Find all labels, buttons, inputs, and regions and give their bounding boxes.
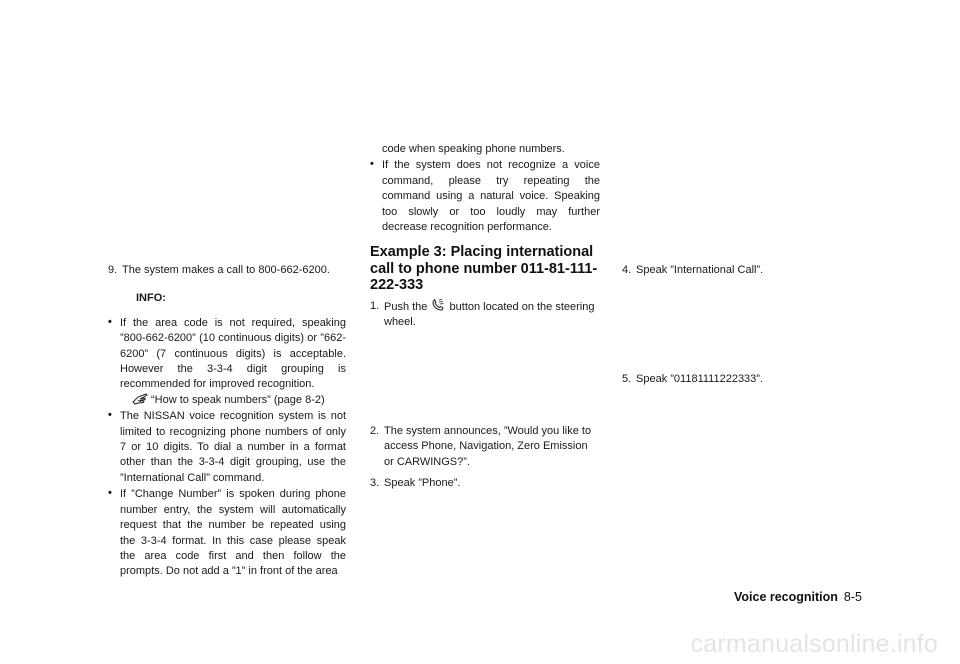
step-text: Speak ”International Call”. (636, 264, 764, 276)
step-2 (370, 424, 600, 470)
column-2 (370, 142, 600, 491)
info-label: INFO: (136, 292, 166, 305)
step-number: 4. (622, 264, 632, 276)
bullet-text: If ”Change Number” is spoken during phone number entry, the system will automatically request that the number be repeated using the 3-3-4 format. In this case please speak the area code first and then follow the prompts. Do not add a ”1” in front of the area (120, 488, 346, 578)
step-9 (108, 263, 346, 278)
bullet-text: The NISSAN voice recognition system is not limited to recognizing phone numbers of only 7 or 10 digits. To dial a number in a format other than the 3-3-4 digit grouping, use the ”International Call” command. (120, 410, 346, 484)
step-3 (370, 476, 600, 491)
cross-reference-link[interactable]: “How to speak numbers” (page 8-2) (151, 393, 325, 406)
step-text: The system announces, ”Would you like to access Phone, Navigation, Zero Emission or CARWINGS?”. (384, 424, 592, 468)
reference-hand-icon (132, 393, 149, 405)
example-3-heading: Example 3: Placing international call to phone number 011-81-111-222-333 (370, 244, 598, 294)
continued-text: code when speaking phone numbers. (382, 143, 565, 155)
step-5 (622, 372, 852, 387)
bullet-text: If the system does not recognize a voice command, please try repeating the command using a natural voice. Speaking too slowly or too loudly may further decrease recognition performance. (382, 159, 600, 234)
bullet-not-limited (108, 409, 346, 486)
step-number: 5. (622, 373, 632, 386)
bullet-mark: • (108, 409, 112, 422)
bullet-mark: • (108, 487, 112, 500)
bullet-text: If the area code is not required, speaking ”800-662-6200” (10 continuous digits) or ”662-6200” (7 continuous digits) is acceptable. However the 3-3-4 digit grouping is recommended for improved recognition. (120, 316, 346, 391)
step-1 (370, 299, 600, 331)
step-number: 9. (108, 264, 118, 276)
bullet-mark: • (108, 315, 112, 328)
site-watermark: carmanualsonline.info (690, 630, 938, 658)
step-number: 1. (370, 299, 380, 312)
step-text-pre: Push the (384, 300, 428, 313)
section-name: Voice recognition (733, 590, 838, 604)
column-3 (622, 263, 852, 388)
column-1 (108, 263, 346, 580)
step-number: 3. (370, 476, 380, 489)
bullet-change-number (108, 487, 346, 579)
page-footer (734, 590, 862, 605)
step-text: Speak ”Phone”. (384, 476, 461, 489)
step-text: Speak ”01181111222333”. (636, 373, 764, 386)
step-number: 2. (370, 424, 380, 437)
phone-talk-icon (431, 299, 445, 311)
page-number: 8-5 (843, 590, 862, 604)
bullet-mark: • (370, 158, 374, 171)
step-4 (622, 263, 852, 278)
bullet-not-recognize (370, 158, 600, 235)
step-text: The system makes a call to 800-662-6200. (122, 264, 330, 276)
bullet-area-code (108, 316, 346, 408)
step-text-post: button located on the steering wheel. (384, 300, 595, 329)
